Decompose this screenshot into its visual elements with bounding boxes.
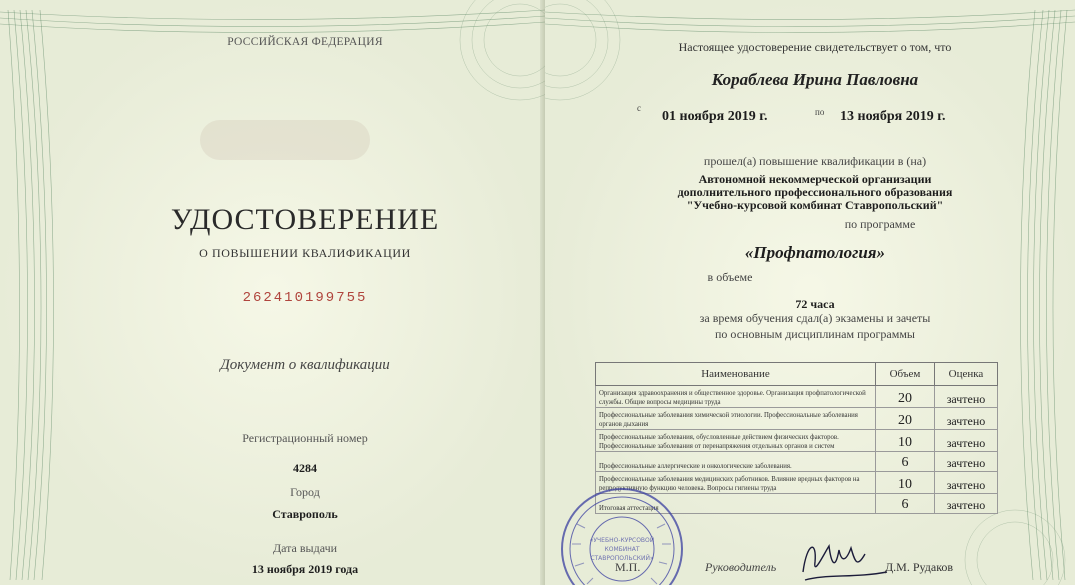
table-row <box>596 430 998 452</box>
subject-volume: 6 <box>876 452 935 472</box>
country-label: РОССИЙСКАЯ ФЕДЕРАЦИЯ <box>227 36 383 48</box>
serial-number: 262410199755 <box>242 290 368 306</box>
passed-text: прошел(а) повышение квалификации в (на) <box>703 154 927 168</box>
exam-text-line: за время обучения сдал(а) экзамены и зачеты <box>699 311 931 325</box>
right-page <box>545 0 1075 585</box>
subject-grade: зачтено <box>935 408 998 430</box>
column-header-name: Наименование <box>596 363 876 386</box>
subject-volume: 20 <box>876 408 935 430</box>
registration-label: Регистрационный номер <box>242 431 368 445</box>
column-header-grade: Оценка <box>935 363 998 386</box>
column-header-volume: Объем <box>876 363 935 386</box>
subject-grade: зачтено <box>935 386 998 408</box>
subject-name: Профессиональные заболевания, обусловленные действием физических факторов. Профессиональные заболевания от перенапряжения отдельных органов и систем <box>596 430 876 452</box>
document-type: Документ о квалификации <box>220 357 390 373</box>
program-hours: 72 часа <box>795 297 835 311</box>
city-value: Ставрополь <box>272 507 338 521</box>
subject-grade: зачтено <box>935 494 998 514</box>
subject-volume: 20 <box>876 386 935 408</box>
to-label: по <box>815 107 825 117</box>
document-title: УДОСТОВЕРЕНИЕ <box>170 203 440 236</box>
issue-date-label: Дата выдачи <box>272 541 338 555</box>
organization-line: Автономной некоммерческой организации <box>698 172 932 186</box>
subject-grade: зачтено <box>935 452 998 472</box>
subject-name: Профессиональные заболевания медицинских работников. Влияние вредных факторов на репродуктивную функцию человека. Вопросы гигиены труда <box>596 472 876 494</box>
organization-line: дополнительного профессионального образования <box>677 185 953 199</box>
from-date: 01 ноября 2019 г. <box>662 109 768 124</box>
document-subtitle: О ПОВЫШЕНИИ КВАЛИФИКАЦИИ <box>199 246 411 260</box>
head-name: Д.М. Рудаков <box>885 560 954 574</box>
program-label: по программе <box>844 217 916 231</box>
to-date: 13 ноября 2019 г. <box>840 109 946 124</box>
svg-text:«УЧЕБНО-КУРСОВОЙ: «УЧЕБНО-КУРСОВОЙ <box>589 537 655 544</box>
table-row <box>596 386 998 408</box>
certificate-intro: Настоящее удостоверение свидетельствует о том, что <box>678 40 952 54</box>
signature-image <box>795 532 895 585</box>
from-label: с <box>637 103 641 113</box>
subject-name: Профессиональные аллергические и онкологические заболевания. <box>596 452 876 472</box>
subject-volume: 6 <box>876 494 935 514</box>
organization-name <box>615 173 1015 212</box>
head-label: Руководитель <box>705 560 777 574</box>
holder-name: Кораблева Ирина Павловна <box>711 70 919 89</box>
table-row <box>596 408 998 430</box>
subject-grade: зачтено <box>935 430 998 452</box>
exam-text-line: по основным дисциплинам программы <box>714 327 915 341</box>
organization-line: "Учебно-курсовой комбинат Ставропольский" <box>686 198 944 212</box>
svg-text:КОМБИНАТ: КОМБИНАТ <box>604 546 640 553</box>
subject-grade: зачтено <box>935 472 998 494</box>
city-label: Город <box>290 485 320 499</box>
subject-name: Организация здравоохранения и общественное здоровье. Организация профпатологической службы. Общие вопросы медицины труда <box>596 386 876 408</box>
subject-volume: 10 <box>876 430 935 452</box>
program-name: «Профпатология» <box>744 243 886 262</box>
subject-name: Профессиональные заболевания химической этиологии. Профессиональные заболевания органов дыхания <box>596 408 876 430</box>
subject-name: Итоговая аттестация <box>596 494 876 514</box>
table-header-row <box>596 363 998 386</box>
registration-number: 4284 <box>293 461 317 475</box>
svg-text:СТАВРОПОЛЬСКИЙ»: СТАВРОПОЛЬСКИЙ» <box>590 555 654 562</box>
seal-place-label: М.П. <box>615 560 641 574</box>
volume-label: в объеме <box>707 270 753 284</box>
table-row <box>596 452 998 472</box>
subject-volume: 10 <box>876 472 935 494</box>
issue-date-value: 13 ноября 2019 года <box>251 562 359 576</box>
